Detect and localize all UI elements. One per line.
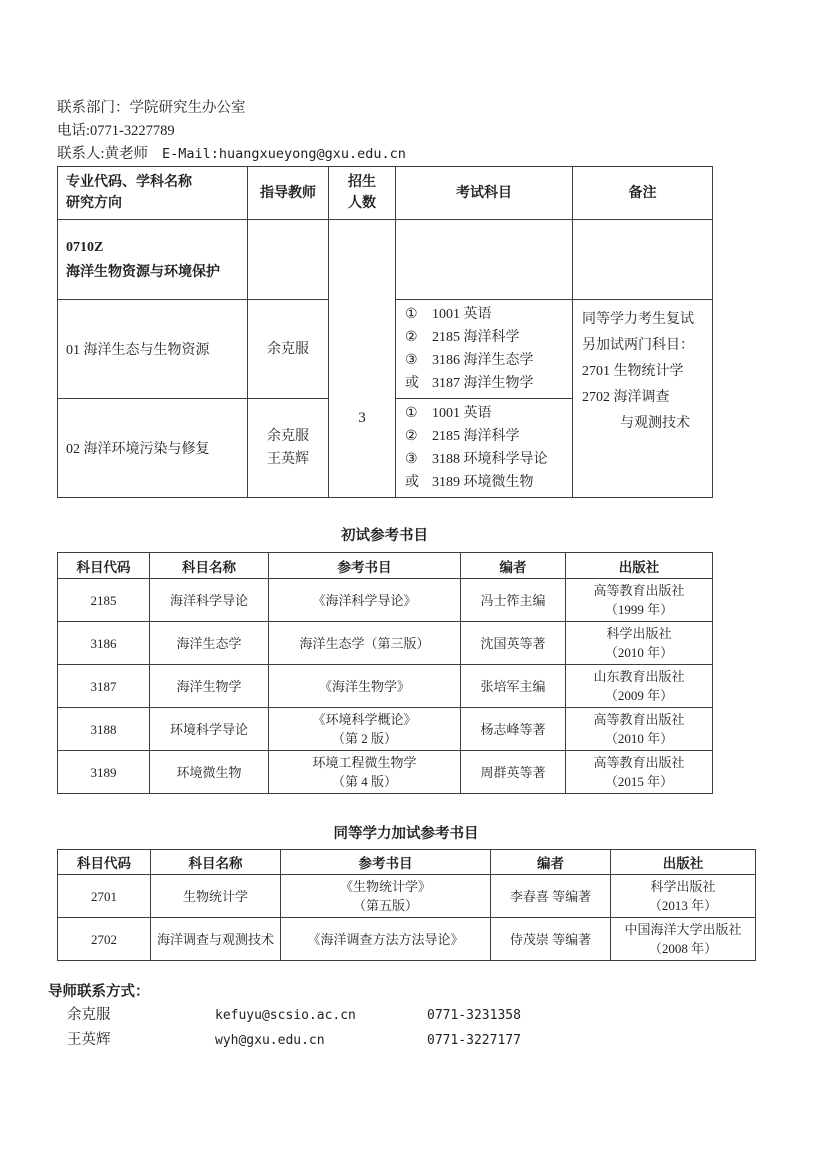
subject-marker: ③ xyxy=(405,452,418,467)
subject-name: 生物统计学 xyxy=(151,875,281,918)
first-books-title: 初试参考书目 xyxy=(341,528,428,544)
book-line: （第 2 版） xyxy=(331,731,397,746)
editor: 杨志峰等著 xyxy=(461,708,566,751)
subject-marker: ② xyxy=(405,330,418,345)
publisher-line: 科学出版社 xyxy=(650,879,716,894)
header-major-line1: 专业代码、学科名称 xyxy=(66,175,192,190)
book-line: 《海洋调查方法方法导论》 xyxy=(307,931,464,947)
subject-marker: 或 xyxy=(405,376,419,391)
publisher xyxy=(566,579,713,622)
advisor-name: 王英辉 xyxy=(267,452,309,467)
advisor-email: wyh@gxu.edu.cn xyxy=(215,1033,325,1048)
subject-marker: ③ xyxy=(405,353,418,368)
reference-book xyxy=(281,918,491,961)
advisor-contacts-title: 导师联系方式： xyxy=(48,984,150,1000)
publisher-line: 高等教育出版社 xyxy=(593,712,685,727)
header-quota-line1: 招生 xyxy=(348,175,376,190)
header-quota xyxy=(329,167,396,220)
editor: 李春喜 等编著 xyxy=(491,875,611,918)
subject-code: 3188 xyxy=(58,708,150,751)
remark-line: 2702 海洋调查 xyxy=(582,390,670,405)
advisor-name: 余克服 xyxy=(267,341,309,357)
advisor-phone: 0771-3227177 xyxy=(427,1033,521,1048)
publisher-line: 科学出版社 xyxy=(606,626,672,641)
header-reference-book: 参考书目 xyxy=(281,850,491,875)
exam-subject-line xyxy=(405,471,568,494)
editor: 侍茂崇 等编著 xyxy=(491,918,611,961)
empty-remarks-cell xyxy=(573,220,713,300)
remark-line: 另加试两门科目： xyxy=(582,338,694,353)
additional-books-table xyxy=(57,849,756,961)
book-row xyxy=(58,918,756,961)
reference-book xyxy=(269,751,461,794)
books-header-row xyxy=(58,553,713,579)
subject-marker: ① xyxy=(405,307,418,322)
header-editor: 编者 xyxy=(491,850,611,875)
publisher-line: （2010 年） xyxy=(604,645,674,660)
contact-header-block xyxy=(57,97,827,166)
exam-subject-line xyxy=(405,303,568,326)
contact-phone-line: 电话:0771-3227789 xyxy=(57,123,175,139)
book-line: 环境工程微生物学 xyxy=(312,755,417,770)
subject-text: 2185 海洋科学 xyxy=(432,429,520,444)
header-remarks: 备注 xyxy=(573,167,713,220)
header-subject-name: 科目名称 xyxy=(151,850,281,875)
header-subject-name: 科目名称 xyxy=(150,553,269,579)
book-row xyxy=(58,751,713,794)
subject-marker: 或 xyxy=(405,475,419,490)
exam-subjects-cell xyxy=(396,300,573,399)
subject-code: 2701 xyxy=(58,875,151,918)
header-publisher: 出版社 xyxy=(611,850,756,875)
direction-advisors xyxy=(248,399,329,498)
empty-advisor-cell xyxy=(248,220,329,300)
reference-book xyxy=(281,875,491,918)
reference-book xyxy=(269,579,461,622)
subject-code: 3189 xyxy=(58,751,150,794)
subject-code: 3186 xyxy=(58,622,150,665)
publisher-line: （2015 年） xyxy=(604,774,674,789)
publisher xyxy=(611,918,756,961)
advisor-phone: 0771-3231358 xyxy=(427,1008,521,1023)
advisor-contact-row xyxy=(57,1028,827,1053)
book-line: 《生物统计学》 xyxy=(339,879,431,894)
publisher-line: （2010 年） xyxy=(604,731,674,746)
advisor-name: 余克服 xyxy=(67,1007,111,1023)
publisher xyxy=(566,665,713,708)
header-subject-code: 科目代码 xyxy=(58,553,150,579)
editor: 冯士筰主编 xyxy=(461,579,566,622)
contact-person: 联系人:黄老师 xyxy=(57,146,149,162)
exam-subject-line xyxy=(405,349,568,372)
subject-name: 环境微生物 xyxy=(150,751,269,794)
publisher-line: （2013 年） xyxy=(648,898,718,913)
direction-name: 01 海洋生态与生物资源 xyxy=(58,300,248,399)
program-code: 0710Z xyxy=(66,239,104,255)
exam-subject-line xyxy=(405,425,568,448)
advisor-name: 王英辉 xyxy=(67,1032,111,1048)
subject-text: 3188 环境科学导论 xyxy=(432,452,548,467)
publisher-line: 中国海洋大学出版社 xyxy=(624,922,742,937)
books-header-row xyxy=(58,850,756,875)
book-line: 《海洋生物学》 xyxy=(318,678,410,694)
header-advisor: 指导教师 xyxy=(248,167,329,220)
reference-book xyxy=(269,665,461,708)
publisher-line: 高等教育出版社 xyxy=(593,755,685,770)
direction-name: 02 海洋环境污染与修复 xyxy=(58,399,248,498)
subject-name: 海洋科学导论 xyxy=(150,579,269,622)
book-row xyxy=(58,579,713,622)
remark-line: 同等学力考生复试 xyxy=(582,312,694,327)
empty-subjects-cell xyxy=(396,220,573,300)
subject-marker: ① xyxy=(405,406,418,421)
contact-email: E-Mail:huangxueyong@gxu.edu.cn xyxy=(162,146,406,162)
subject-name: 海洋调查与观测技术 xyxy=(151,918,281,961)
advisor-contacts-block xyxy=(48,981,827,1053)
book-row xyxy=(58,622,713,665)
book-row xyxy=(58,875,756,918)
program-row xyxy=(58,220,713,300)
reference-book xyxy=(269,708,461,751)
subject-text: 1001 英语 xyxy=(432,307,492,322)
header-reference-book: 参考书目 xyxy=(269,553,461,579)
first-books-table xyxy=(57,552,713,794)
header-editor: 编者 xyxy=(461,553,566,579)
admissions-table xyxy=(57,166,713,498)
editor: 沈国英等著 xyxy=(461,622,566,665)
direction-advisors xyxy=(248,300,329,399)
advisor-name: 余克服 xyxy=(267,429,309,444)
subject-name: 海洋生物学 xyxy=(150,665,269,708)
publisher-line: 山东教育出版社 xyxy=(593,669,685,684)
publisher-line: 高等教育出版社 xyxy=(593,583,685,598)
subject-code: 2185 xyxy=(58,579,150,622)
subject-text: 1001 英语 xyxy=(432,406,492,421)
subject-name: 海洋生态学 xyxy=(150,622,269,665)
remark-line: 2701 生物统计学 xyxy=(582,364,684,379)
book-line: 《海洋科学导论》 xyxy=(312,592,417,608)
reference-book xyxy=(269,622,461,665)
publisher-line: （2008 年） xyxy=(648,941,718,956)
header-major-line2: 研究方向 xyxy=(66,196,122,211)
exam-subject-line xyxy=(405,448,568,471)
subject-text: 3187 海洋生物学 xyxy=(432,376,534,391)
exam-subjects-cell xyxy=(396,399,573,498)
exam-subject-line xyxy=(405,372,568,395)
additional-books-title: 同等学力加试参考书目 xyxy=(333,826,479,842)
publisher-line: （1999 年） xyxy=(604,602,674,617)
quota-cell xyxy=(329,220,396,498)
publisher xyxy=(566,622,713,665)
publisher-line: （2009 年） xyxy=(604,688,674,703)
book-line: 《环境科学概论》 xyxy=(312,712,417,727)
publisher xyxy=(566,751,713,794)
header-publisher: 出版社 xyxy=(566,553,713,579)
program-name: 海洋生物资源与环境保护 xyxy=(66,264,220,280)
contact-person-line xyxy=(57,143,827,166)
header-subjects: 考试科目 xyxy=(396,167,573,220)
publisher xyxy=(611,875,756,918)
book-row xyxy=(58,665,713,708)
editor: 周群英等著 xyxy=(461,751,566,794)
contact-department-line: 联系部门：学院研究生办公室 xyxy=(57,100,246,116)
publisher xyxy=(566,708,713,751)
editor: 张培军主编 xyxy=(461,665,566,708)
book-line: （第 4 版） xyxy=(331,774,397,789)
exam-subject-line xyxy=(405,326,568,349)
quota-value: 3 xyxy=(358,410,366,426)
admissions-table-header-row xyxy=(58,167,713,220)
exam-subject-line xyxy=(405,402,568,425)
remarks-cell xyxy=(573,300,713,498)
header-subject-code: 科目代码 xyxy=(58,850,151,875)
subject-code: 2702 xyxy=(58,918,151,961)
advisor-contact-row xyxy=(57,1003,827,1028)
advisor-email: kefuyu@scsio.ac.cn xyxy=(215,1008,356,1023)
subject-text: 2185 海洋科学 xyxy=(432,330,520,345)
book-line: （第五版） xyxy=(352,898,418,913)
subject-text: 3189 环境微生物 xyxy=(432,475,534,490)
subject-text: 3186 海洋生态学 xyxy=(432,353,534,368)
remark-line: 与观测技术 xyxy=(620,416,690,431)
subject-marker: ② xyxy=(405,429,418,444)
book-line: 海洋生态学（第三版） xyxy=(299,635,430,651)
header-major xyxy=(58,167,248,220)
book-row xyxy=(58,708,713,751)
subject-name: 环境科学导论 xyxy=(150,708,269,751)
header-quota-line2: 人数 xyxy=(348,196,376,211)
program-title-cell xyxy=(58,220,248,300)
subject-code: 3187 xyxy=(58,665,150,708)
